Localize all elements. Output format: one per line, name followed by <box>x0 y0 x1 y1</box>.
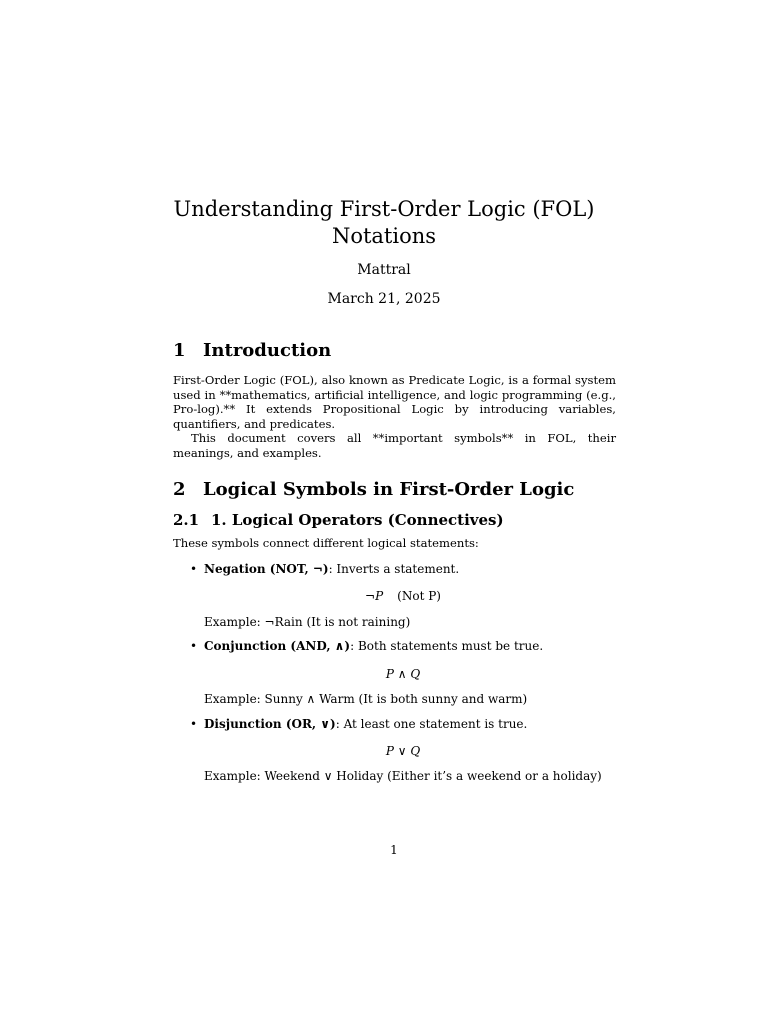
formula-negation <box>190 589 616 603</box>
formula-note: (Not P) <box>397 589 441 603</box>
bullet-icon: • <box>190 562 198 576</box>
intro-paragraph-1: First-Order Logic (FOL), also known as Predicate Logic, is a formal system used in **mathematics, artificial intelligence, and logic programming (e.g., Pro-log).** It extends Propositional Logic by introducing variables, quantifiers, and predicates. <box>173 373 616 431</box>
bullet-icon: • <box>190 717 198 731</box>
section-number: 2 <box>173 479 186 500</box>
example-negation: Example: ¬Rain (It is not raining) <box>204 615 411 629</box>
intro-paragraph-2-text: This document covers all **important symbols** in FOL, their meanings, and examples. <box>173 431 616 460</box>
section-number: 1 <box>173 340 186 361</box>
title-line-1: Understanding First-Order Logic (FOL) <box>173 197 595 221</box>
intro-paragraph-2 <box>173 431 616 460</box>
section-title: Introduction <box>203 340 332 361</box>
title-line-2: Notations <box>331 224 437 248</box>
section-heading-logical-symbols <box>173 479 574 500</box>
date: March 21, 2025 <box>327 291 441 307</box>
item-term: Negation (NOT, ¬) <box>204 562 329 576</box>
item-description: : Both statements must be true. <box>350 639 544 653</box>
page-number: 1 <box>390 843 398 857</box>
author: Mattral <box>357 262 411 278</box>
example-disjunction: Example: Weekend ∨ Holiday (Either it’s a weekend or a holiday) <box>204 769 602 783</box>
formula-expression: P ∧ Q <box>385 667 421 681</box>
example-conjunction: Example: Sunny ∧ Warm (It is both sunny and warm) <box>204 692 528 706</box>
item-term: Disjunction (OR, ∨) <box>204 717 336 731</box>
bullet-icon: • <box>190 639 198 653</box>
section-heading-introduction <box>173 340 331 361</box>
list-item-conjunction <box>190 639 616 653</box>
item-description: : Inverts a statement. <box>328 562 460 576</box>
list-item-disjunction <box>190 717 616 731</box>
subsection-intro: These symbols connect different logical statements: <box>173 536 479 550</box>
formula-expression: ¬P <box>365 589 384 603</box>
subsection-title: 1. Logical Operators (Connectives) <box>211 511 504 529</box>
subsection-heading-logical-operators <box>173 511 504 529</box>
document-title <box>0 196 768 250</box>
formula-expression: P ∨ Q <box>385 744 421 758</box>
item-description: : At least one statement is true. <box>335 717 528 731</box>
formula-conjunction <box>190 667 616 681</box>
subsection-number: 2.1 <box>173 511 200 529</box>
item-term: Conjunction (AND, ∧) <box>204 639 351 653</box>
section-title: Logical Symbols in First-Order Logic <box>203 479 575 500</box>
formula-disjunction <box>190 744 616 758</box>
list-item-negation <box>190 562 616 576</box>
